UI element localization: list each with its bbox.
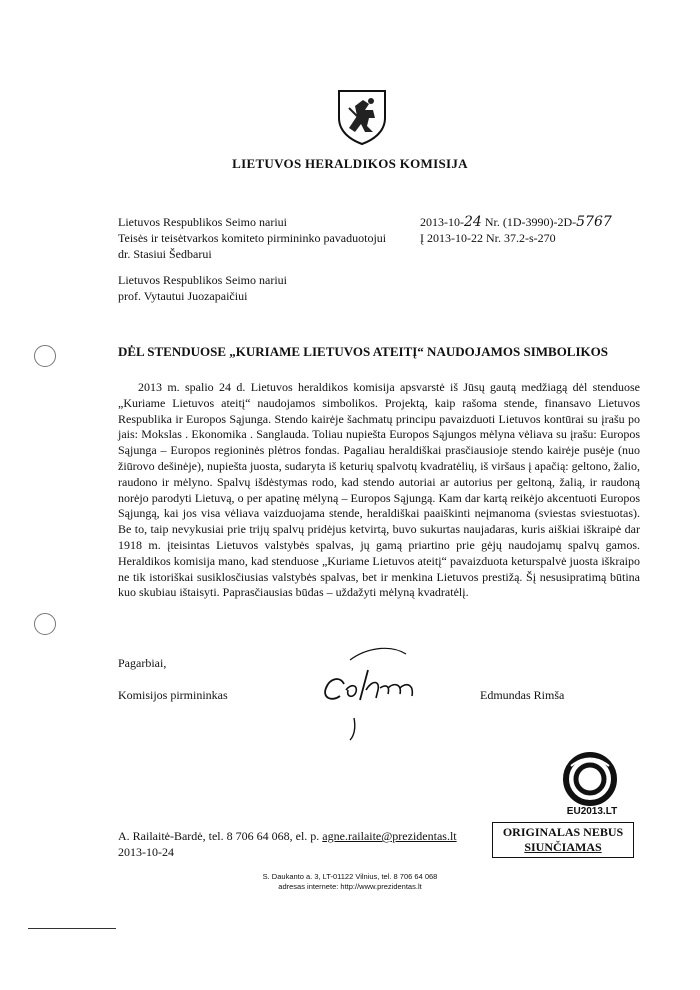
handwritten-signature [310, 640, 470, 750]
registration-block [420, 214, 612, 246]
eu-presidency-label: EU2013.LT [566, 806, 618, 817]
registration-date-prefix: 2013-10- [420, 215, 464, 229]
recipient-block-1 [118, 214, 386, 262]
body-paragraph: 2013 m. spalio 24 d. Lietuvos heraldikos komisija apsvarstė iš Jūsų gautą medžiagą dėl stenduose „Kuriame Lietuvos ateitį“ naudojamos simbolikos. Projektą, kaip rašoma stende, finansavo Lietuvos Respublika ir Europos Sąjunga. Stendo kairėje šachmatų principu pavaizduoti Lietuvos kontūrai su įrašu po jais: Mokslas . Ekonomika . Sanglauda. Toliau nupiešta Europos Sąjungos mėlyna vėliava su įrašu: Europos Sąjunga – Europos regioninės plėtros fondas. Pagaliau heraldiškai prasčiausioje stendo kairėje pusėje (nuo žiūrovo dešinėje), nupiešta juosta, sudaryta iš keturių spalvotų kvadratėlių, iš viršaus į apačią: geltono, žalio, raudono ir mėlyno. Spalvų išdėstymas rodo, kad stendo autoriai ar autorius per geltoną, žalią, ir raudoną norėjo parodyti Lietuvą, o per apatinę mėlyną – Europos Sąjungą. Kam dar kartą reikėjo akcentuoti Europos Sąjungą, kai jos visa vėliava vaizduojama stende, heraldiškai paaiškinti neįmanoma (sviestas sviestuotas). Be to, taip nevykusiai prie trijų spalvų pridėjus ketvirtą, buvo sukurtas naujadaras, kuris aiškiai iškraipė dar 1918 m. įteisintas Lietuvos valstybės spalvas, jų gamą priartino prie gėjų naudojamų spalvų gamos. Heraldikos komisija mano, kad stenduose „Kuriame Lietuvos ateitį“ pavaizduota keturspalvė juosta iškraipo ne tik istoriškai susiklosčiusias valstybės spalvas, bet ir menkina Lietuvos prestižą. Šį nesusipratimą būtina kuo skubiau ištaisyti. Paprasčiausias būdas – uždažyti mėlyną kvadratėlį. [118, 380, 640, 600]
recipient-1-line-1: Lietuvos Respublikos Seimo nariui [118, 215, 287, 229]
page-footer [0, 872, 700, 892]
registration-date-handwritten: 24 [464, 214, 482, 230]
stamp-line-2: SIUNČIAMAS [524, 840, 602, 854]
hole-punch-mark [34, 613, 56, 635]
contact-block [118, 828, 457, 860]
stamp-line-1: ORIGINALAS NEBUS [502, 825, 624, 839]
signatory-name: Edmundas Rimša [480, 688, 565, 702]
letter-body [118, 380, 640, 601]
original-not-sent-stamp [492, 822, 634, 858]
closing-greeting: Pagarbiai, [118, 656, 167, 670]
recipient-1-line-2: Teisės ir teisėtvarkos komiteto pirmininko pavaduotojui [118, 231, 387, 245]
registration-number-handwritten: 5767 [576, 214, 612, 230]
contact-line [118, 828, 457, 844]
reply-reference-line: Į 2013-10-22 Nr. 37.2-s-270 [420, 231, 556, 245]
footer-website: adresas internete: http://www.prezidentas.lt [278, 882, 422, 891]
contact-email: agne.railaite@prezidentas.lt [322, 829, 457, 843]
coat-of-arms-icon [335, 88, 389, 146]
registration-number-line [420, 214, 612, 230]
hole-punch-mark [34, 345, 56, 367]
footnote-divider [28, 928, 116, 929]
footer-address: S. Daukanto a. 3, LT-01122 Vilnius, tel. 8 706 64 068 [262, 872, 438, 881]
eu-presidency-logo-icon [563, 752, 617, 806]
recipient-2-line-2: prof. Vytautui Juozapaičiui [118, 289, 248, 303]
contact-date: 2013-10-24 [118, 845, 174, 859]
signatory-role: Komisijos pirmininkas [118, 688, 228, 702]
letter-subject: DĖL STENDUOSE „KURIAME LIETUVOS ATEITĮ“ NAUDOJAMOS SIMBOLIKOS [118, 344, 608, 359]
registration-number-prefix: Nr. (1D-3990)-2D- [481, 215, 577, 229]
recipient-block-2 [118, 272, 287, 304]
contact-person: A. Railaitė-Bardė, tel. 8 706 64 068, el. p. [118, 829, 323, 843]
recipient-2-line-1: Lietuvos Respublikos Seimo nariui [118, 273, 287, 287]
organization-title: LIETUVOS HERALDIKOS KOMISIJA [232, 156, 468, 171]
recipient-1-line-3: dr. Stasiui Šedbarui [118, 247, 212, 261]
